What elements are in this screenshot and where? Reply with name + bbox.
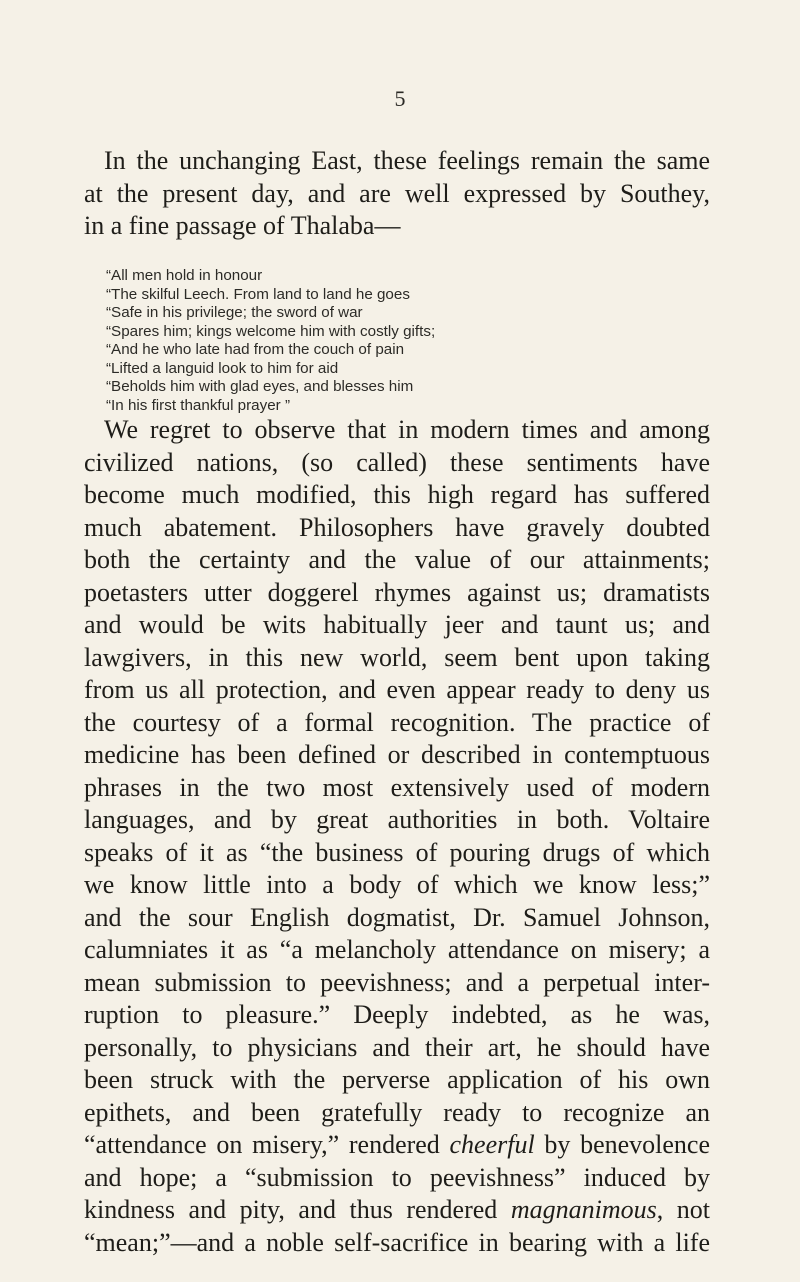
text-line: medicine has been defined or described in contemptuous — [84, 740, 710, 769]
text-line: poetasters utter doggerel rhymes against us; dramatists — [84, 577, 710, 607]
text-line: and would be wits habitually jeer and taunt us; and — [84, 610, 710, 639]
poem-verse: “And he who late had from the couch of pain — [106, 341, 405, 358]
text-line: calumniates it as “a melancholy attendance on misery; a — [84, 935, 710, 964]
poem-verse: “In his first thankful prayer ” — [106, 396, 291, 414]
text-line: the courtesy of a formal recognition. The practice of — [84, 707, 710, 737]
text-line: in a fine passage of Thalaba— — [84, 211, 401, 240]
text-line: we know little into a body of which we know less;” — [84, 870, 710, 899]
italic-word: cheerful — [449, 1130, 535, 1159]
text-line: civilized nations, (so called) these sentiments have — [84, 447, 710, 477]
text-line: lawgivers, in this new world, seem bent upon taking — [84, 642, 710, 672]
text-line: and hope; a “submission to peevishness” induced by — [84, 1162, 710, 1192]
poem-verse: “Safe in his privilege; the sword of war — [106, 304, 363, 321]
text-line: at the present day, and are well expressed by Southey, — [84, 178, 710, 208]
text-segment: , not — [656, 1195, 710, 1224]
poem-verse: “Beholds him with glad eyes, and blesses him — [106, 378, 414, 395]
paragraph-main — [84, 414, 710, 1259]
text-line: mean submission to peevishness; and a perpetual inter- — [84, 967, 710, 997]
text-line: phrases in the two most extensively used of modern — [84, 772, 710, 802]
text-line: and the sour English dogmatist, Dr. Samuel Johnson, — [84, 902, 710, 932]
text-line: ruption to pleasure.” Deeply indebted, as he was, — [84, 1000, 710, 1029]
text-line: In the unchanging East, these feelings remain the same — [104, 146, 710, 175]
text-line: both the certainty and the value of our attainments; — [84, 545, 710, 574]
poem-verse: “The skilful Leech. From land to land he goes — [106, 285, 410, 303]
text-line: epithets, and been gratefully ready to recognize an — [84, 1097, 710, 1127]
text-line — [84, 1129, 710, 1162]
text-line — [84, 1194, 710, 1227]
text-line: much abatement. Philosophers have gravely doubted — [84, 512, 710, 542]
text-line: personally, to physicians and their art, he should have — [84, 1032, 710, 1062]
text-segment: kindness and pity, and thus rendered — [84, 1195, 511, 1224]
poem-verse: “All men hold in honour — [106, 267, 263, 284]
poem-verse: “Spares him; kings welcome him with costly gifts; — [106, 322, 436, 340]
poem-verse: “Lifted a languid look to him for aid — [106, 359, 339, 377]
text-segment: “attendance on misery,” rendered — [84, 1130, 450, 1159]
page-number: 5 — [394, 86, 406, 111]
text-line: from us all protection, and even appear ready to deny us — [84, 675, 710, 704]
poem-quotation — [106, 267, 666, 415]
text-line: become much modified, this high regard has suffered — [84, 480, 710, 509]
text-line: been struck with the perverse application of his own — [84, 1065, 710, 1094]
text-line: We regret to observe that in modern times and among — [104, 415, 710, 444]
text-line: speaks of it as “the business of pouring drugs of which — [84, 837, 710, 867]
text-segment: by benevolence — [534, 1130, 710, 1159]
text-line: languages, and by great authorities in both. Voltaire — [84, 805, 710, 834]
italic-word: magnanimous — [510, 1195, 657, 1224]
text-line: “mean;”—and a noble self-sacrifice in bearing with a life — [84, 1227, 710, 1257]
paragraph-intro — [84, 145, 710, 243]
